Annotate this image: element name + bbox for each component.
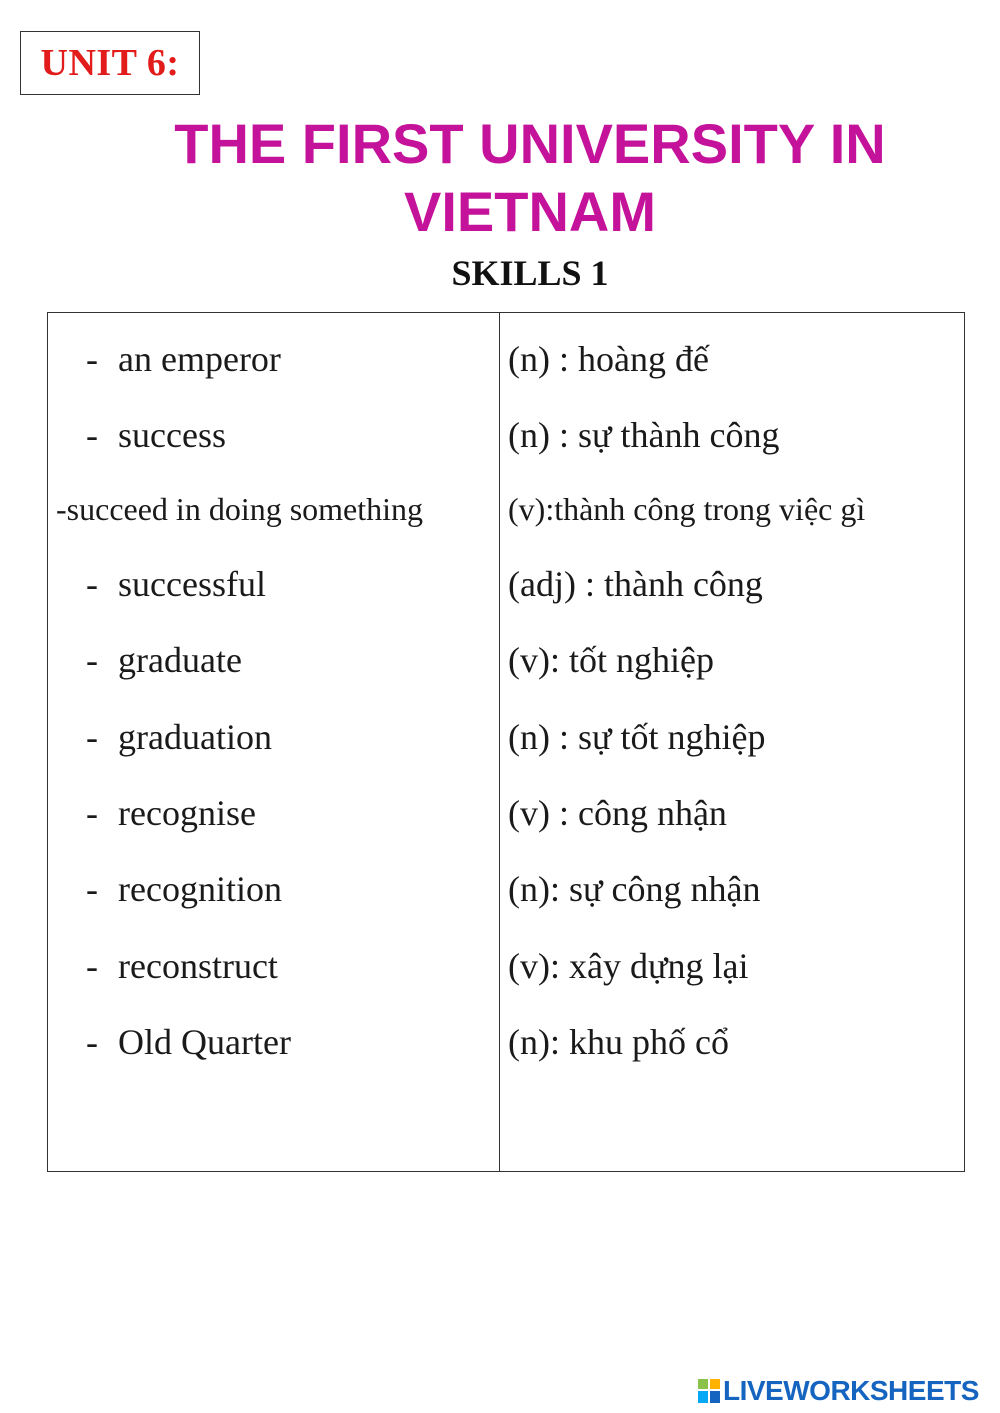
vocab-term-text: recognise: [118, 793, 256, 833]
vocab-term-text: successful: [118, 564, 266, 604]
vocabulary-table: [47, 312, 965, 1172]
vocab-row: [48, 554, 964, 614]
vocab-row: [48, 630, 964, 690]
vocab-meaning: (v): tốt nghiệp: [508, 640, 714, 680]
vocab-meaning: (v) : công nhận: [508, 793, 727, 833]
vocab-term-text: -succeed in doing something: [56, 491, 424, 527]
vocab-meaning: (adj) : thành công: [508, 564, 763, 604]
vocab-term-text: an emperor: [118, 339, 281, 379]
vocab-term: [86, 405, 226, 465]
vocab-meaning: (v):thành công trong việc gì: [508, 491, 866, 527]
vocab-term: [86, 859, 282, 919]
vocab-term: [86, 329, 281, 389]
vocab-meaning: (n): sự công nhận: [508, 869, 761, 909]
page-title-line2: VIETNAM: [404, 180, 656, 243]
vocab-meaning: (n) : sự thành công: [508, 415, 780, 455]
vocab-meaning: (n) : sự tốt nghiệp: [508, 717, 766, 757]
vocab-term-text: recognition: [118, 869, 282, 909]
vocab-term: [86, 783, 256, 843]
vocab-term-text: success: [118, 415, 226, 455]
vocab-row: [48, 936, 964, 996]
vocab-row: [48, 859, 964, 919]
vocab-meaning: (v): xây dựng lại: [508, 946, 749, 986]
page-subtitle: SKILLS 1: [451, 253, 609, 293]
bullet-dash: -: [86, 1022, 98, 1062]
vocab-row: [48, 329, 964, 389]
bullet-dash: -: [86, 869, 98, 909]
vocab-term: [86, 630, 242, 690]
vocab-term: [86, 936, 278, 996]
liveworksheets-logo-icon: [697, 1378, 721, 1404]
vocab-meaning: (n) : hoàng đế: [508, 339, 709, 379]
liveworksheets-logo: [697, 1374, 979, 1408]
vocab-row: [48, 1012, 964, 1072]
vocab-term: [86, 707, 272, 767]
unit-label-box: [20, 31, 200, 95]
vocab-term-text: graduate: [118, 640, 242, 680]
vocab-term-text: Old Quarter: [118, 1022, 291, 1062]
vocab-row: [48, 707, 964, 767]
vocab-term: [86, 554, 266, 614]
vocab-term: [56, 479, 423, 539]
bullet-dash: -: [86, 640, 98, 680]
vocab-row: [48, 783, 964, 843]
vocab-term: [86, 1012, 291, 1072]
page-title: [100, 110, 960, 246]
bullet-dash: -: [86, 793, 98, 833]
vocab-row: [48, 405, 964, 465]
bullet-dash: -: [86, 946, 98, 986]
vocab-term-text: reconstruct: [118, 946, 278, 986]
bullet-dash: -: [86, 415, 98, 455]
page-title-line1: THE FIRST UNIVERSITY IN: [174, 112, 886, 175]
bullet-dash: -: [86, 564, 98, 604]
vocab-meaning: (n): khu phố cổ: [508, 1022, 729, 1062]
bullet-dash: -: [86, 717, 98, 757]
unit-label: UNIT 6:: [40, 42, 180, 84]
liveworksheets-logo-text: LIVEWORKSHEETS: [723, 1375, 979, 1406]
bullet-dash: -: [86, 339, 98, 379]
vocab-term-text: graduation: [118, 717, 272, 757]
vocab-row: [48, 479, 964, 539]
